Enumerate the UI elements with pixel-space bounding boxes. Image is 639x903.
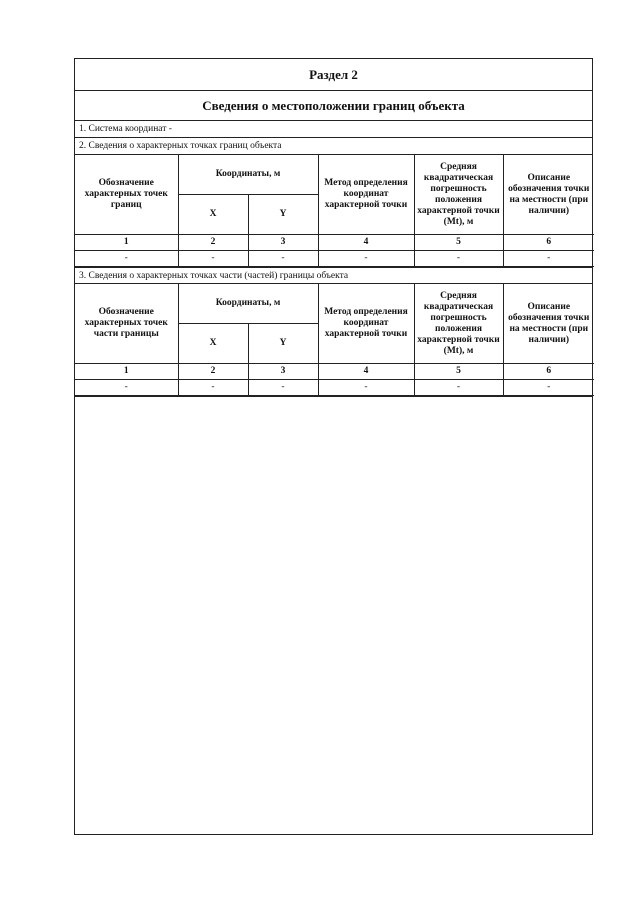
section-subtitle: Сведения о местоположении границ объекта: [75, 91, 592, 121]
cell-value: -: [503, 380, 594, 396]
cell-value: -: [75, 380, 178, 396]
cell-value: -: [503, 251, 594, 267]
points-table: [75, 155, 594, 267]
col-error: Средняя квадратическая погрешность положения характерной точки (Mt), м: [414, 155, 503, 235]
block2-heading: 3. Сведения о характерных точках части (частей) границы объекта: [75, 267, 592, 284]
col-number: 3: [248, 364, 318, 380]
col-designation: Обозначение характерных точек части границы: [75, 284, 178, 364]
col-number: 6: [503, 235, 594, 251]
cell-value: -: [248, 251, 318, 267]
cell-value: -: [248, 380, 318, 396]
cell-value: -: [318, 251, 414, 267]
col-number: 5: [414, 235, 503, 251]
cell-value: -: [178, 380, 248, 396]
col-number: 2: [178, 235, 248, 251]
table-bottom-rule: [75, 396, 592, 397]
col-error: Средняя квадратическая погрешность положения характерной точки (Mt), м: [414, 284, 503, 364]
cell-value: -: [178, 251, 248, 267]
col-x: X: [178, 195, 248, 235]
col-description: Описание обозначения точки на местности (при наличии): [503, 284, 594, 364]
coordinate-system-line: 1. Система координат -: [75, 121, 592, 138]
cell-value: -: [414, 380, 503, 396]
col-number: 1: [75, 235, 178, 251]
cell-value: -: [75, 251, 178, 267]
col-number: 4: [318, 364, 414, 380]
col-y: Y: [248, 195, 318, 235]
section-title: Раздел 2: [75, 59, 592, 91]
document-frame: [74, 58, 593, 835]
col-number: 6: [503, 364, 594, 380]
col-y: Y: [248, 324, 318, 364]
col-number: 1: [75, 364, 178, 380]
col-method: Метод определения координат характерной точки: [318, 155, 414, 235]
col-designation: Обозначение характерных точек границ: [75, 155, 178, 235]
col-method: Метод определения координат характерной точки: [318, 284, 414, 364]
col-description: Описание обозначения точки на местности (при наличии): [503, 155, 594, 235]
col-number: 4: [318, 235, 414, 251]
col-coords: Координаты, м: [178, 155, 318, 195]
col-number: 3: [248, 235, 318, 251]
part-points-table: [75, 284, 594, 396]
col-number: 5: [414, 364, 503, 380]
cell-value: -: [414, 251, 503, 267]
col-coords: Координаты, м: [178, 284, 318, 324]
col-x: X: [178, 324, 248, 364]
cell-value: -: [318, 380, 414, 396]
col-number: 2: [178, 364, 248, 380]
block1-heading: 2. Сведения о характерных точках границ объекта: [75, 138, 592, 155]
